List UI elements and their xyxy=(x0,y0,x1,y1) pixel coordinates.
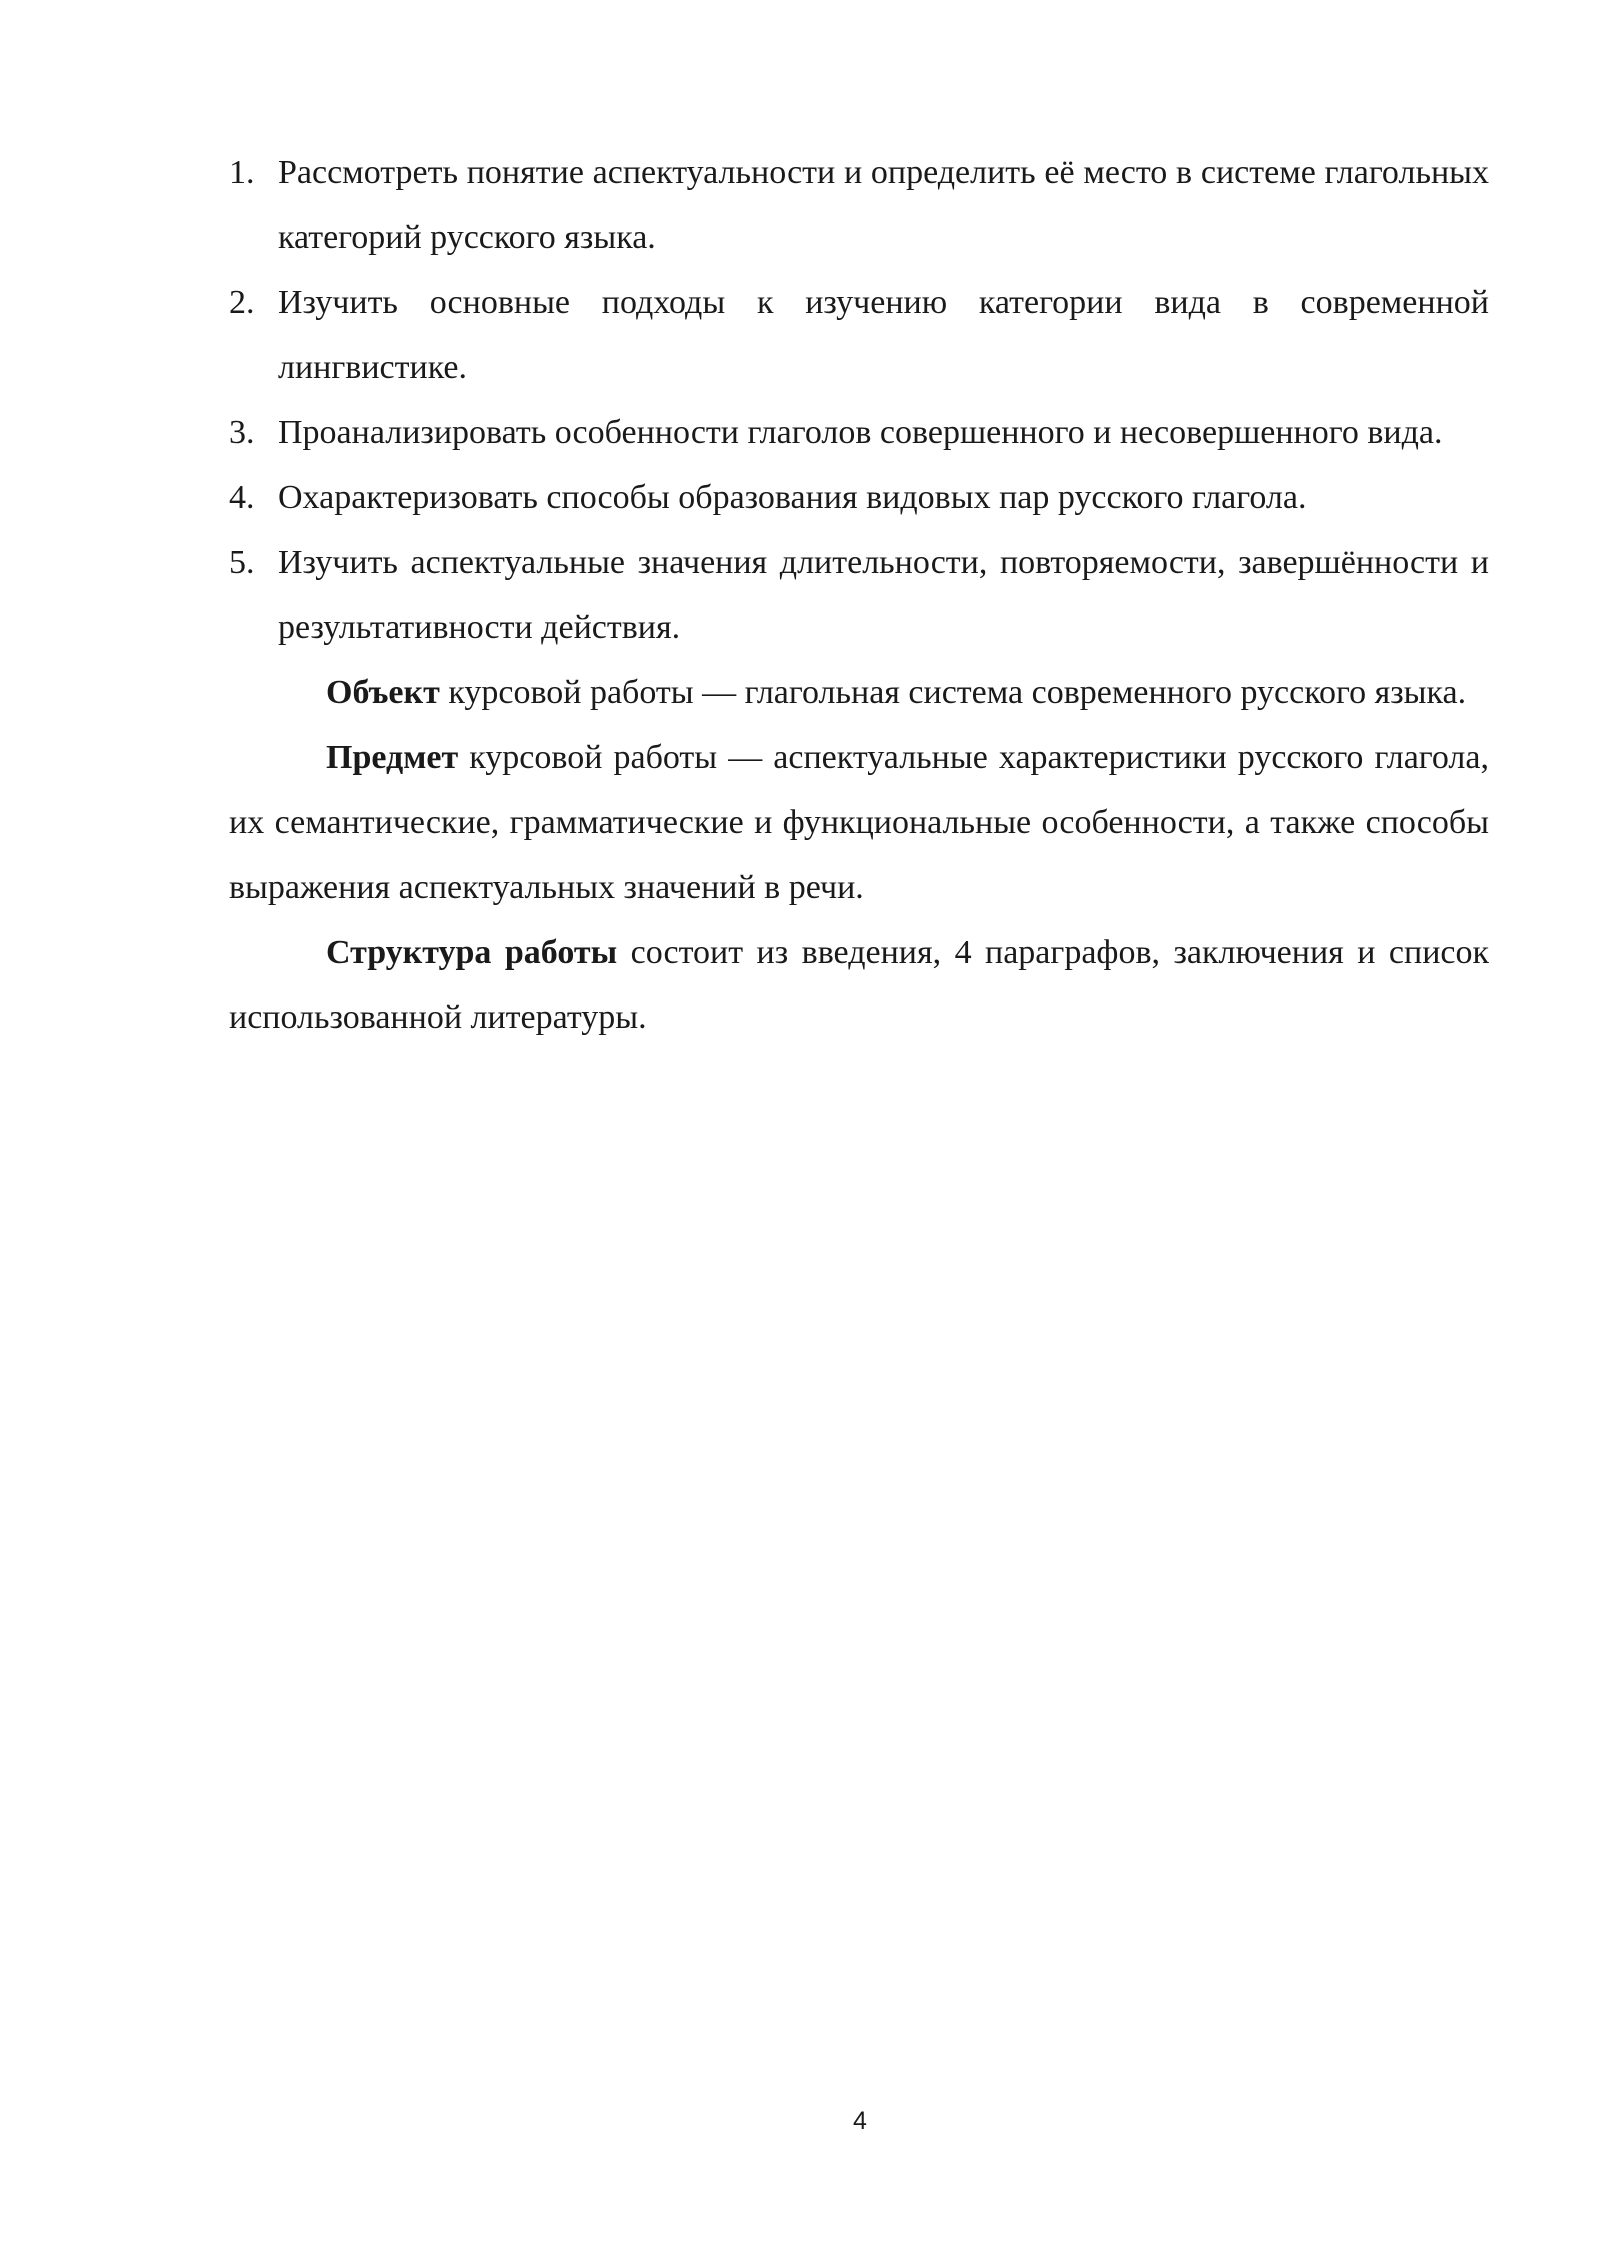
object-text: курсовой работы — глагольная система современного русского языка. xyxy=(439,674,1467,711)
list-item xyxy=(229,270,1489,400)
list-item-text: Рассмотреть понятие аспектуальности и определить её место в системе глагольных категорий русского языка. xyxy=(278,154,1489,256)
subject-text: курсовой работы — аспектуальные характеристики русского глагола, их семантические, грамматические и функциональные особенности, а также способы выражения аспектуальных значений в речи. xyxy=(229,739,1489,906)
list-item xyxy=(229,140,1489,270)
subject-paragraph xyxy=(229,725,1489,920)
list-item-number: 2. xyxy=(229,284,255,321)
list-item xyxy=(229,530,1489,660)
list-item xyxy=(229,400,1489,465)
list-item-number: 3. xyxy=(229,414,255,451)
list-item-number: 4. xyxy=(229,479,255,516)
page-content xyxy=(229,140,1489,1050)
structure-term: Структура работы xyxy=(326,934,618,971)
list-item-text: Проанализировать особенности глаголов совершенного и несовершенного вида. xyxy=(278,414,1443,451)
structure-text: состоит из введения, 4 параграфов, заключения и список использованной литературы. xyxy=(229,934,1489,1036)
list-item-number: 1. xyxy=(229,154,255,191)
list-item xyxy=(229,465,1489,530)
object-paragraph xyxy=(229,660,1489,725)
page-number: 4 xyxy=(853,2107,867,2135)
object-term: Объект xyxy=(326,674,440,711)
structure-paragraph xyxy=(229,920,1489,1050)
subject-term: Предмет xyxy=(326,739,459,776)
list-item-text: Изучить основные подходы к изучению категории вида в современной лингвистике. xyxy=(278,284,1489,386)
list-item-text: Изучить аспектуальные значения длительности, повторяемости, завершённости и результативности действия. xyxy=(278,544,1489,646)
list-item-number: 5. xyxy=(229,544,255,581)
list-item-text: Охарактеризовать способы образования видовых пар русского глагола. xyxy=(278,479,1307,516)
tasks-list xyxy=(229,140,1489,660)
